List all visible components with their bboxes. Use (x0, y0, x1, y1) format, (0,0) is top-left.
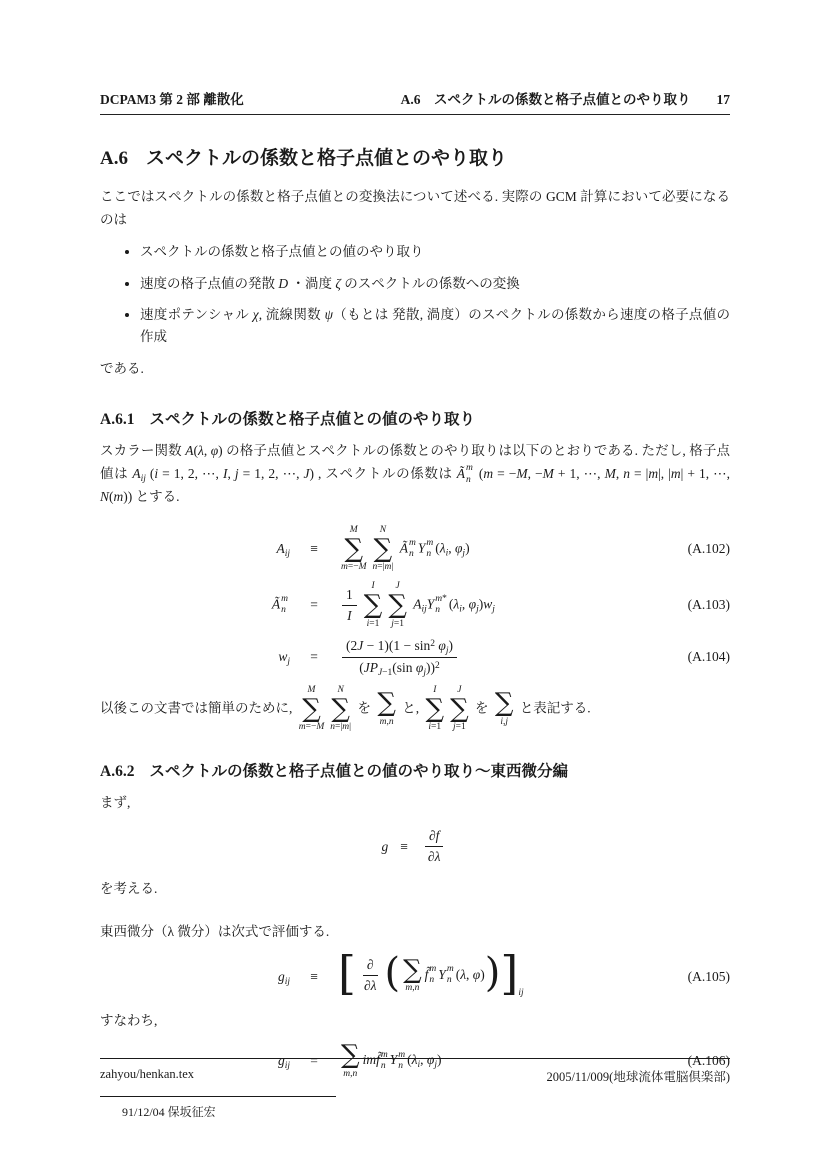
notation-paragraph: 以後この文書では簡単のために, M ∑ m=−M N ∑ n=|m| を ∑ m,n と, I ∑ i=1 J ∑ j=1 を ∑ i,j と表記する. (100, 684, 591, 733)
equation-number: (A.104) (687, 649, 730, 665)
subsection1-title: スペクトルの係数と格子点値との値のやり取り (149, 411, 475, 429)
equation-lhs: $w_j$ (278, 649, 290, 668)
equation-group (100, 525, 730, 677)
bullet-list (100, 241, 730, 348)
footnote-rule (100, 1096, 336, 1097)
section-title: スペクトルの係数と格子点値とのやり取り (145, 148, 507, 169)
page-footer (100, 1058, 730, 1085)
footnote-block (100, 1096, 730, 1120)
subsection2-heading (100, 759, 730, 781)
equation-rhs: ∑ m,n imf̃ m n Y m n ($\lambda_i$, $\varphi_j$) (341, 1040, 442, 1079)
running-head (100, 88, 730, 115)
equation-number: (A.102) (687, 540, 730, 556)
footnote-text: 91/12/04 保坂征宏 (122, 1104, 216, 1119)
eastwest-paragraph: 東西微分（λ 微分）は次式で評価する. (100, 924, 330, 940)
equation-rhs: [ $\frac{\partial}{\partial\lambda}$ ( ∑ m,n f̃ m n Y m n (λ, $\varphi))]_{ij}$ (338, 946, 524, 1001)
after-bullets-text: である. (100, 361, 144, 377)
section-heading (100, 143, 730, 170)
equation-row-a104 (100, 637, 730, 676)
header-section-ref (401, 88, 691, 108)
equation-relation: ≡ (400, 838, 408, 854)
bullet-item: • 速度ポテンシャル χ, 流線関数 ψ（もとは 発散, 渦度）のスペクトルの係数から速度の格子点値の作成 (140, 304, 730, 349)
footer-rule (100, 1058, 730, 1059)
subsection1-heading (100, 407, 730, 429)
equation-lhs: g (381, 838, 389, 854)
sunawachi-text: すなわち, (100, 1012, 158, 1028)
equation-row-a102 (100, 525, 730, 573)
equation-rhs: $\frac{1}{I}$ I ∑ i=1 J ∑ j=1 $A_{ij}Y$ m* n ($\lambda_i$, $\varphi_j)w_j$ (338, 581, 688, 629)
subsection1-paragraph: スカラー関数 A(λ, φ) の格子点値とスペクトルの係数とのやり取りは以下のとおりである. ただし, 格子点値は $A_{ij}$ (i = 1, 2, ⋯, I, j = 1, 2, ⋯, J) , スペクトルの係数は Ã m n (m = −M, −M + 1, ⋯, M, n = |m|, |m| + 1, ⋯, N(m)) とする. (100, 443, 731, 505)
equation-row-a103 (100, 581, 730, 629)
header-section-title: スペクトルの係数と格子点値とのやり取り (434, 92, 691, 107)
equation-rhs: $\frac{\partial f}{\partial\lambda}$ (420, 827, 449, 866)
equation-relation: ≡ (310, 540, 318, 556)
footer-right-credit: 2005/11/009(地球流体電脳倶楽部) (546, 1070, 730, 1084)
lead-out-text: を考える. (100, 881, 158, 897)
equation-lhs: $g_{ij}$ (277, 968, 290, 987)
equation-row-g-def (100, 827, 730, 866)
equation-lhs: $g_{ij}$ (277, 1052, 290, 1071)
equation-relation: = (310, 597, 318, 613)
header-left-title: DCPAM3 第 2 部 離散化 (100, 92, 244, 107)
equation-lhs: $A_{ij}$ (276, 540, 290, 559)
equation-number: (A.105) (687, 968, 730, 984)
equation-relation: = (310, 1052, 318, 1068)
header-section-number: A.6 (400, 92, 421, 107)
equation-relation: ≡ (310, 968, 318, 984)
lead-in-text: まず, (100, 795, 131, 811)
subsection1-number: A.6.1 (100, 411, 135, 429)
equation-rhs: $\frac{(2J - 1)(1 - \sin^2 \varphi_j)}{(JP_{J-1}(\sin \varphi_j))^2}$ (338, 637, 688, 676)
equation-lhs: Ã m n (271, 593, 288, 616)
subsection2-title: スペクトルの係数と格子点値との値のやり取り〜東西微分編 (149, 763, 568, 781)
bullet-item: • 速度の格子点値の発散 D ・渦度 ζ のスペクトルの係数への変換 (140, 273, 730, 295)
equation-row-a105 (100, 946, 730, 1001)
header-page-number: 17 (716, 92, 730, 107)
footer-left-filename: zahyou/henkan.tex (100, 1067, 195, 1081)
equation-number: (A.106) (687, 1052, 730, 1068)
bullet-item: • スペクトルの係数と格子点値との値のやり取り (140, 241, 730, 263)
equation-rhs: M ∑ m=−M N ∑ n=|m| Ã m n Y m n ($\lambda_i$, $\varphi_j$) (341, 524, 470, 573)
equation-number: (A.103) (687, 597, 730, 613)
intro-paragraph: ここではスペクトルの係数と格子点値との変換法について述べる. 実際の GCM 計算において必要になるのは (100, 189, 730, 227)
equation-relation: = (310, 649, 318, 665)
subsection2-number: A.6.2 (100, 763, 135, 781)
section-number: A.6 (100, 148, 128, 169)
